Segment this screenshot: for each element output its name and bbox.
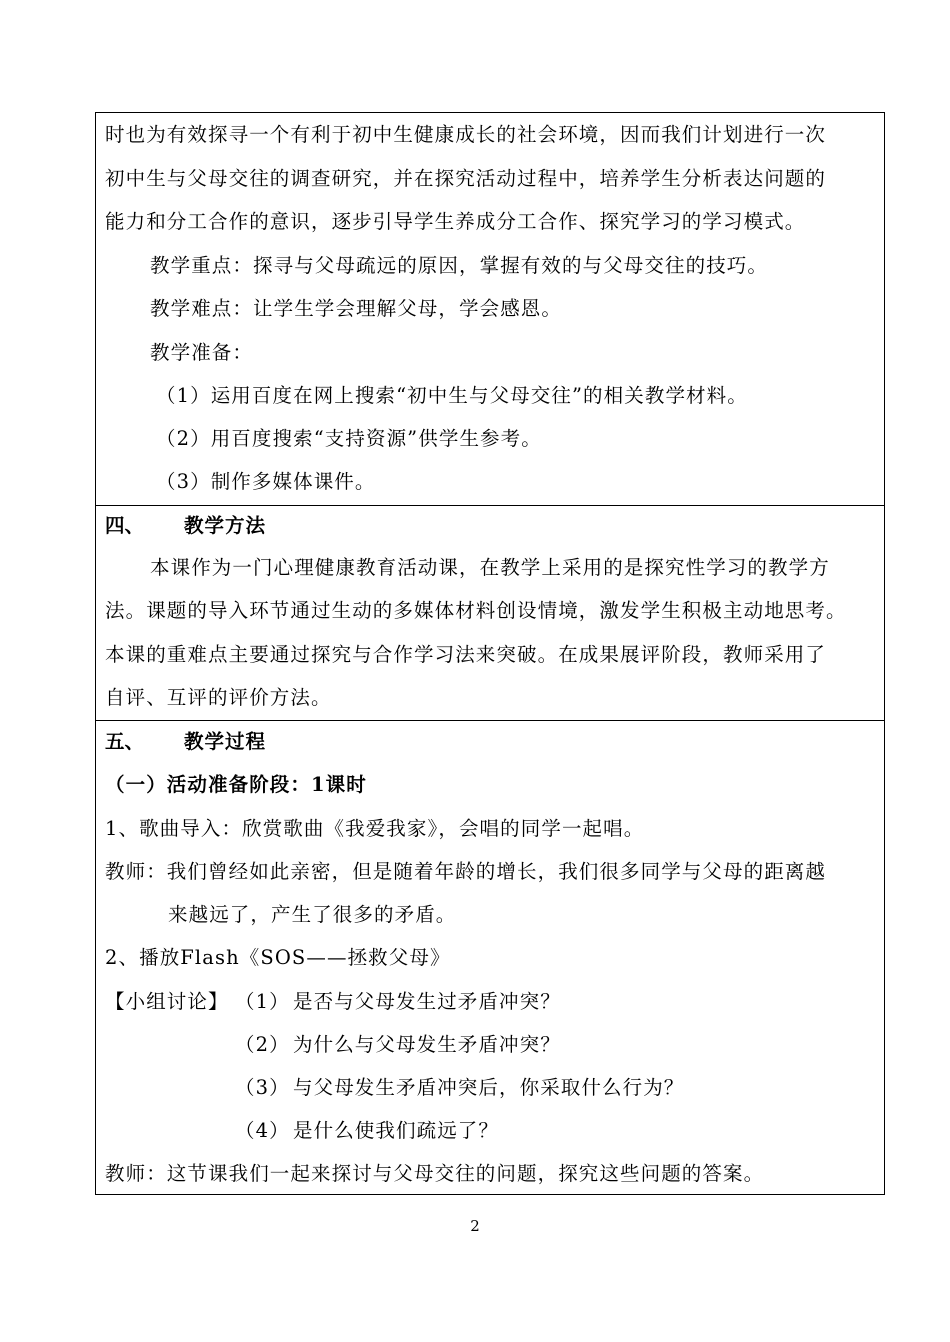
section-five-title: 教学过程 (184, 730, 267, 753)
discussion-item-number: （1） (235, 990, 290, 1013)
discussion-item-text: 与父母发生矛盾冲突后，你采取什么行为？ (293, 1076, 685, 1099)
preparation-label: 教学准备： (150, 341, 254, 364)
discussion-item-number: （4） (235, 1119, 290, 1142)
discussion-item-number: （2） (235, 1033, 290, 1056)
paragraph-line: 初中生与父母交往的调查研究，并在探究活动过程中，培养学生分析表达问题的 (105, 167, 827, 190)
teacher-closing-remark: 教师：这节课我们一起来探讨与父母交往的问题，探究这些问题的答案。 (105, 1162, 765, 1185)
stage-title: （一）活动准备阶段：1课时 (105, 773, 367, 796)
discussion-item-number: （3） (235, 1076, 290, 1099)
section-four-number: 四、 (105, 514, 145, 537)
step-two: 2、播放Flash《SOS——拯救父母》 (105, 946, 451, 969)
step-one: 1、歌曲导入：欣赏歌曲《我爱我家》，会唱的同学一起唱。 (105, 817, 645, 840)
preparation-item: （2）用百度搜索“支持资源”供学生参考。 (156, 427, 542, 450)
key-point: 教学重点：探寻与父母疏远的原因，掌握有效的与父母交往的技巧。 (150, 254, 769, 277)
paragraph-line: 时也为有效探寻一个有利于初中生健康成长的社会环境，因而我们计划进行一次 (105, 123, 827, 146)
section-four-title: 教学方法 (184, 514, 267, 537)
preparation-item: （3）制作多媒体课件。 (156, 470, 376, 493)
section-five-number: 五、 (105, 730, 145, 753)
paragraph-line: 法。课题的导入环节通过生动的多媒体材料创设情境，激发学生积极主动地思考。 (105, 599, 847, 622)
discussion-item-text: 是什么使我们疏远了？ (293, 1119, 500, 1142)
difficult-point: 教学难点：让学生学会理解父母，学会感恩。 (150, 297, 563, 320)
paragraph-line: 本课作为一门心理健康教育活动课，在教学上采用的是探究性学习的教学方 (150, 556, 830, 579)
teacher-remark-continued: 来越远了，产生了很多的矛盾。 (168, 903, 457, 926)
page-number: 2 (470, 1217, 480, 1235)
teacher-remark: 教师：我们曾经如此亲密，但是随着年龄的增长，我们很多同学与父母的距离越 (105, 860, 827, 883)
paragraph-line: 能力和分工合作的意识，逐步引导学生养成分工合作、探究学习的学习模式。 (105, 210, 806, 233)
discussion-item-text: 为什么与父母发生矛盾冲突？ (293, 1033, 561, 1056)
paragraph-line: 本课的重难点主要通过探究与合作学习法来突破。在成果展评阶段，教师采用了 (105, 643, 827, 666)
discussion-item-text: 是否与父母发生过矛盾冲突？ (293, 990, 561, 1013)
preparation-item: （1）运用百度在网上搜索“初中生与父母交往”的相关教学材料。 (156, 384, 748, 407)
discussion-label: 【小组讨论】 (105, 990, 229, 1013)
paragraph-line: 自评、互评的评价方法。 (105, 686, 332, 709)
